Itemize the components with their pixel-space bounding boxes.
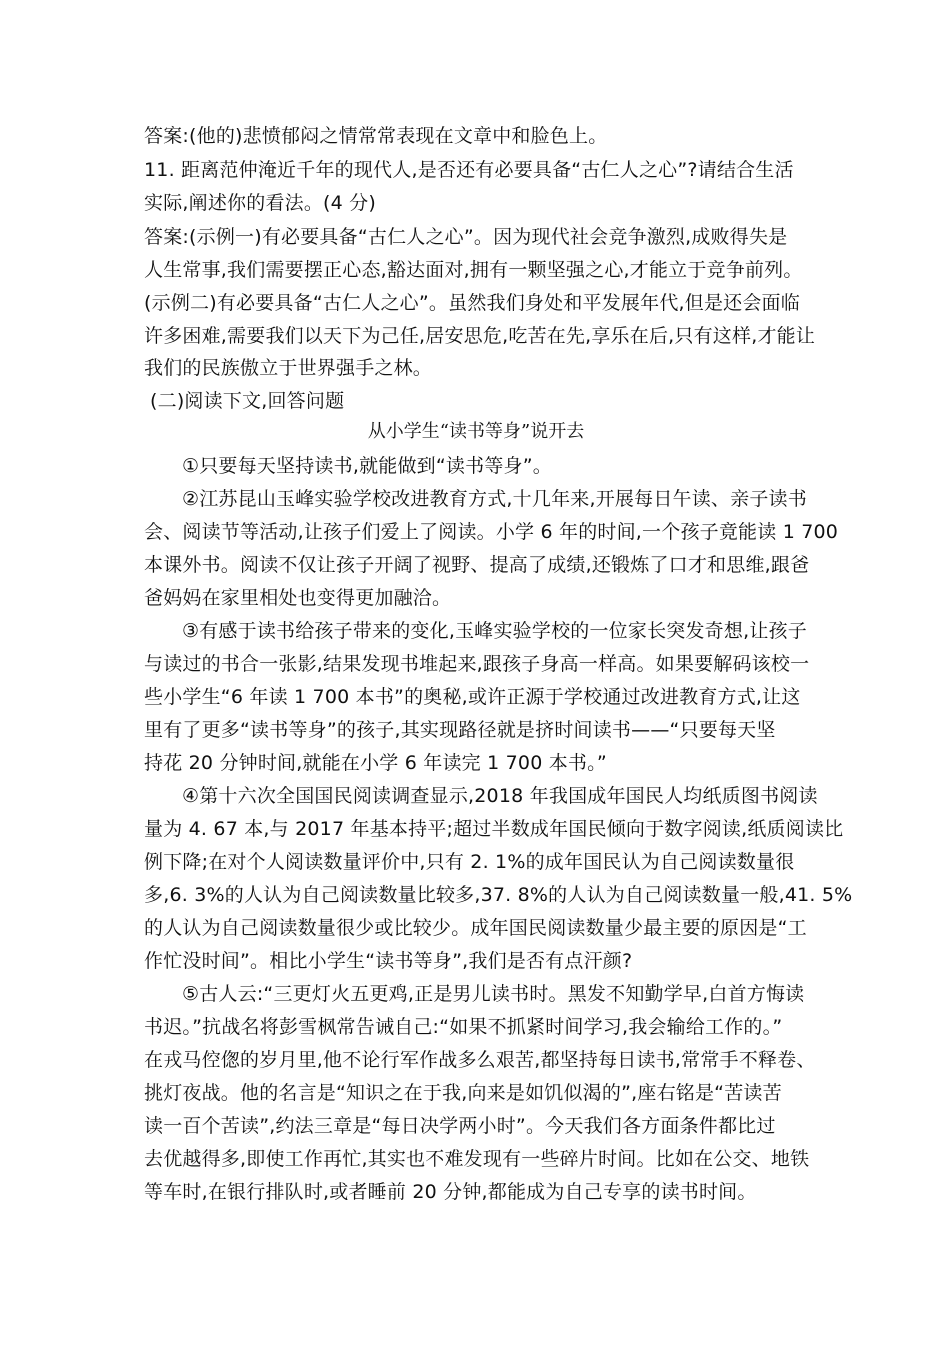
paragraph-4-line-3: 例下降;在对个人阅读数量评价中,只有 2. 1%的成年国民认为自己阅读数量很 xyxy=(144,851,795,873)
answer-11-example-2-line-1: (示例二)有必要具备“古仁人之心”。虽然我们身处和平发展年代,但是还会面临 xyxy=(144,292,800,314)
paragraph-3-line-4: 里有了更多“读书等身”的孩子,其实现路径就是挤时间读书——“只要每天坚 xyxy=(144,719,776,741)
paragraph-2-line-2: 会、阅读节等活动,让孩子们爱上了阅读。小学 6 年的时间,一个孩子竟能读 1 700 xyxy=(144,521,839,543)
paragraph-3-line-2: 与读过的书合一张影,结果发现书堆起来,跟孩子身高一样高。如果要解码该校一 xyxy=(144,653,810,675)
paragraph-5-line-2: 书迟。”抗战名将彭雪枫常告诫自己:“如果不抓紧时间学习,我会输给工作的。” xyxy=(144,1016,783,1038)
paragraph-3-line-5: 持花 20 分钟时间,就能在小学 6 年读完 1 700 本书。” xyxy=(144,752,607,774)
paragraph-2-line-4: 爸妈妈在家里相处也变得更加融洽。 xyxy=(144,587,452,609)
paragraph-4-line-2: 量为 4. 67 本,与 2017 年基本持平;超过半数成年国民倾向于数字阅读,纸质阅读比 xyxy=(144,818,844,840)
paragraph-5-line-7: 等车时,在银行排队时,或者睡前 20 分钟,都能成为自己专享的读书时间。 xyxy=(144,1181,757,1203)
section-heading: (二)阅读下文,回答问题 xyxy=(150,390,345,412)
question-11-line-1: 11. 距离范仲淹近千年的现代人,是否还有必要具备“古仁人之心”?请结合生活 xyxy=(144,159,794,181)
paragraph-2-line-1: ②江苏昆山玉峰实验学校改进教育方式,十几年来,开展每日午读、亲子读书 xyxy=(182,488,807,510)
paragraph-5-line-5: 读一百个苦读”,约法三章是“每日决学两小时”。今天我们各方面条件都比过 xyxy=(144,1115,776,1137)
question-11-line-2: 实际,阐述你的看法。(4 分) xyxy=(144,192,376,214)
paragraph-5-line-4: 挑灯夜战。他的名言是“知识之在于我,向来是如饥似渴的”,座右铭是“苦读苦 xyxy=(144,1082,782,1104)
paragraph-5-line-1: ⑤古人云:“三更灯火五更鸡,正是男儿读书时。黑发不知勤学早,白首方悔读 xyxy=(182,983,805,1005)
paragraph-2-line-3: 本课外书。阅读不仅让孩子开阔了视野、提高了成绩,还锻炼了口才和思维,跟爸 xyxy=(144,554,810,576)
paragraph-4-line-1: ④第十六次全国国民阅读调查显示,2018 年我国成年国民人均纸质图书阅读 xyxy=(182,785,818,807)
paragraph-3-line-1: ③有感于读书给孩子带来的变化,玉峰实验学校的一位家长突发奇想,让孩子 xyxy=(182,620,807,642)
answer-11-example-2-line-3: 我们的民族傲立于世界强手之林。 xyxy=(144,357,433,379)
paragraph-4-line-4: 多,6. 3%的人认为自己阅读数量比较多,37. 8%的人认为自己阅读数量一般,41. 5% xyxy=(144,884,853,906)
article-title: 从小学生“读书等身”说开去 xyxy=(367,421,585,442)
paragraph-3-line-3: 些小学生“6 年读 1 700 本书”的奥秘,或许正源于学校通过改进教育方式,让这 xyxy=(144,686,801,708)
paragraph-5-line-3: 在戎马倥偬的岁月里,他不论行军作战多么艰苦,都坚持每日读书,常常手不释卷、 xyxy=(144,1049,816,1071)
answer-11-example-2-line-2: 许多困难,需要我们以天下为己任,居安思危,吃苦在先,享乐在后,只有这样,才能让 xyxy=(144,325,816,347)
paragraph-4-line-5: 的人认为自己阅读数量很少或比较少。成年国民阅读数量少最主要的原因是“工 xyxy=(144,917,807,939)
paragraph-4-line-6: 作忙没时间”。相比小学生“读书等身”,我们是否有点汗颜? xyxy=(144,950,633,972)
answer-11-example-1-line-2: 人生常事,我们需要摆正心态,豁达面对,拥有一颗坚强之心,才能立于竞争前列。 xyxy=(144,259,803,281)
paragraph-1-line-1: ①只要每天坚持读书,就能做到“读书等身”。 xyxy=(182,455,552,477)
answer-10-line: 答案:(他的)悲愤郁闷之情常常表现在文章中和脸色上。 xyxy=(144,125,608,147)
paragraph-5-line-6: 去优越得多,即使工作再忙,其实也不难发现有一些碎片时间。比如在公交、地铁 xyxy=(144,1148,810,1170)
answer-11-example-1-line-1: 答案:(示例一)有必要具备“古仁人之心”。因为现代社会竞争激烈,成败得失是 xyxy=(144,226,788,248)
